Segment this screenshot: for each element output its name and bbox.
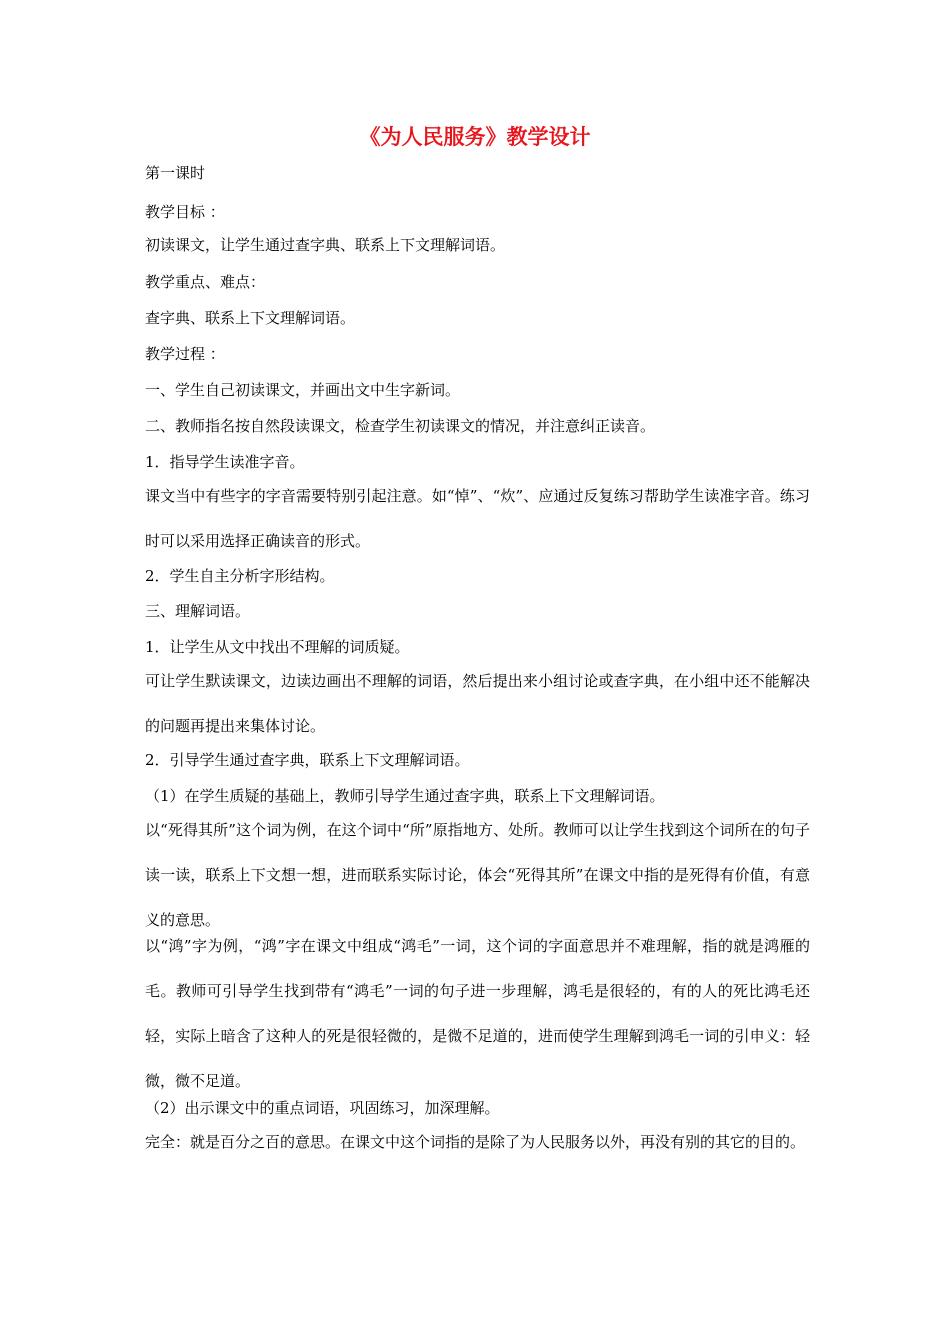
paragraph-example-hong: 以“鸿”字为例，“鸿”字在课文中组成“鸿毛”一词，这个词的字面意思并不难理解，指的就是鸿雁的毛。教师可引导学生找到带有“鸿毛”一词的句子进一步理解，鸿毛是很轻的，有的人的死比鸿毛还轻，实际上暗含了这种人的死是很轻微的，是微不足道的，进而使学生理解到鸿毛一词的引申义：轻微，微不足道。 [145, 937, 810, 1090]
paragraph-process-heading: 教学过程 ： [145, 345, 225, 363]
paragraph-substep-1: （1）在学生质疑的基础上，教师引导学生通过查字典，联系上下文理解词语。 [145, 787, 665, 805]
paragraph-focus-heading: 教学重点、难点： [145, 273, 266, 291]
paragraph-objectives: 初读课文，让学生通过查字典、联系上下文理解词语。 [145, 236, 506, 254]
paragraph-step-2: 二、教师指名按自然段读课文，检查学生初读课文的情况，并注意纠正读音。 [145, 417, 656, 435]
paragraph-pronunciation: 课文当中有些字的字音需要特别引起注意。如“悼”、“炊”、应通过反复练习帮助学生读准字音。练习时可以采用选择正确读音的形式。 [145, 487, 810, 550]
paragraph-step-2-1: 1．指导学生读准字音。 [145, 453, 305, 471]
paragraph-step-1: 一、学生自己初读课文，并画出文中生字新词。 [145, 381, 461, 399]
paragraph-example-sidesuo: 以“死得其所”这个词为例，在这个词中“所”原指地方、处所。教师可以让学生找到这个词所在的句子读一读，联系上下文想一想，进而联系实际讨论，体会“死得其所”在课文中指的是死得有价值，有意义的意思。 [145, 821, 810, 929]
document-title: 《为人民服务》教学设计 [359, 124, 591, 149]
paragraph-step-3-2: 2．引导学生通过查字典，联系上下文理解词语。 [145, 751, 470, 769]
paragraph-focus: 查字典、联系上下文理解词语。 [145, 309, 356, 327]
paragraph-lesson: 第一课时 [145, 164, 206, 182]
paragraph-objectives-heading: 教学目标 ： [145, 203, 225, 221]
paragraph-step-3: 三、理解词语。 [145, 602, 251, 620]
paragraph-wanquan: 完全：就是百分之百的意思。在课文中这个词指的是除了为人民服务以外，再没有别的其它的目的。 [145, 1133, 806, 1151]
paragraph-silent-reading: 可让学生默读课文，边读边画出不理解的词语，然后提出来小组讨论或查字典，在小组中还不能解决的问题再提出来集体讨论。 [145, 672, 810, 735]
paragraph-step-3-1: 1．让学生从文中找出不理解的词质疑。 [145, 638, 410, 656]
paragraph-step-2-2: 2．学生自主分析字形结构。 [145, 567, 335, 585]
paragraph-substep-2: （2）出示课文中的重点词语，巩固练习，加深理解。 [145, 1099, 500, 1117]
